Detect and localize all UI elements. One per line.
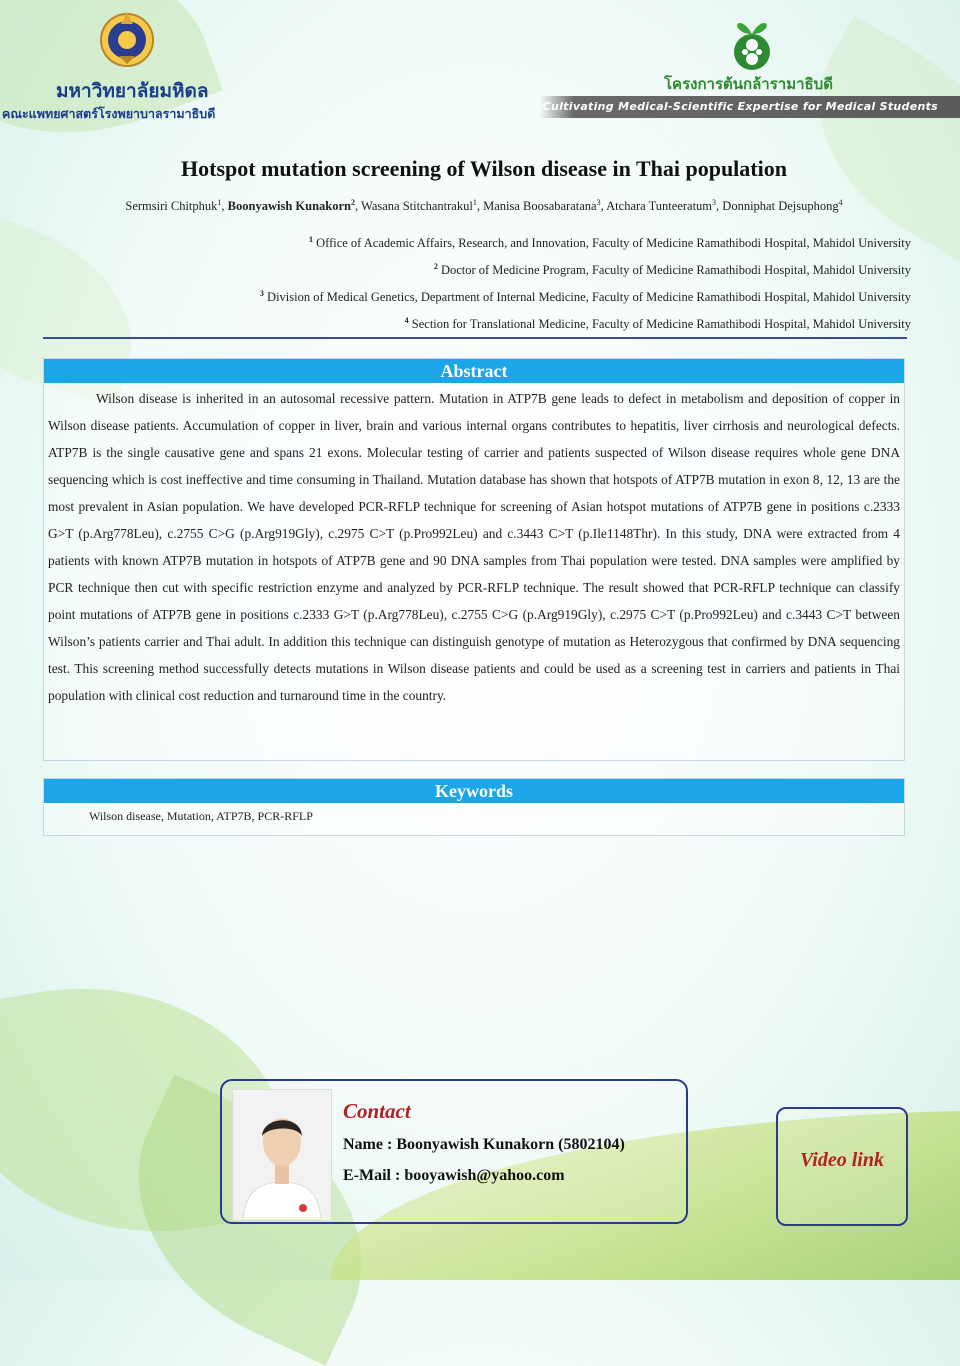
author-affiliation-mark: 3 [596, 198, 601, 207]
author-name: Sermsiri Chitphuk [125, 199, 218, 214]
affiliation-text: Office of Academic Affairs, Research, and Innovation, Faculty of Medicine Ramathibodi Hospital, Mahidol University [312, 236, 911, 251]
contact-email [343, 1167, 565, 1185]
keywords-heading: Keywords [44, 779, 904, 803]
tagline-banner: Cultivating Medical-Scientific Expertise for Medical Students [540, 96, 960, 118]
affiliation-line [260, 228, 911, 255]
author-affiliation-mark: 2 [350, 198, 355, 207]
project-name: โครงการต้นกล้ารามาธิบดี [664, 75, 833, 93]
author-name: Atchara Tunteeratum [606, 199, 713, 214]
portrait-photo [232, 1089, 332, 1221]
affiliation-number: 2 [433, 262, 438, 272]
author-affiliation-mark: 3 [712, 198, 717, 207]
affiliation-number: 3 [259, 289, 264, 299]
name-value: Boonyawish Kunakorn (5802104) [396, 1136, 625, 1153]
author-name: Wasana Stitchantrakul [361, 199, 473, 214]
name-label: Name : [343, 1136, 397, 1153]
email-value[interactable]: booyawish@yahoo.com [404, 1167, 565, 1184]
author-affiliation-mark: 4 [838, 198, 843, 207]
affiliation-number: 1 [308, 235, 313, 244]
author-affiliation-mark: 1 [472, 198, 477, 207]
contact-name [343, 1136, 625, 1154]
affiliation-text: Division of Medical Genetics, Department of Internal Medicine, Faculty of Medicine Ramathibodi Hospital, Mahidol University [263, 290, 911, 305]
author-name: Boonyawish Kunakorn [227, 199, 351, 214]
background-leaf [775, 16, 960, 265]
author-name: Donniphat Dejsuphong [722, 199, 839, 214]
university-name: มหาวิทยาลัยมหิดล [56, 80, 209, 102]
keywords-text: Wilson disease, Mutation, ATP7B, PCR-RFLP [89, 809, 313, 823]
abstract-heading: Abstract [44, 359, 904, 383]
abstract-text: Wilson disease is inherited in an autosomal recessive pattern. Mutation in ATP7B gene leads to defect in metabolism and deposition of copper in Wilson disease patients. Accumulation of copper in liver, brain and various internal organs contributes to hepatitis, liver cirrhosis and neurological defects. ATP7B is the single causative gene and spans 21 exons. Molecular testing of carrier and patients suspected of Wilson disease requires whole gene DNA sequencing which is cost ineffective and time consuming in Thailand. Mutation database has shown that hotspots of ATP7B mutation in exon 8, 12, 13 are the most prevalent in Asian population. We have developed PCR-RFLP technique for screening of Asian hotspot mutations of ATP7B gene in positions c.2333 G>T (p.Arg778Leu), c.2755 C>G (p.Arg919Gly), c.2975 C>T (p.Pro992Leu) and c.3443 C>T (p.Ile1148Thr). In this study, DNA were extracted from 4 patients with known ATP7B mutation in hotspots of ATP7B gene and 90 DNA samples from Thai population were tested. DNA samples were amplified by PCR technique then cut with specific restriction enzyme and analyzed by PCR-RFLP technique. The result showed that PCR-RFLP technique can classify point mutations of ATP7B gene in positions c.2333 G>T (p.Arg778Leu), c.2755 C>G (p.Arg919Gly), c.2975 C>T (p.Pro992Leu) and c.3443 C>T between Wilson’s patients carrier and Thai adult. In addition this technique can distinguish genotype of mutation as Heterozygous that confirmed by DNA sequencing test. This screening method successfully detects mutations in Wilson disease patients and could be used as a screening test in carriers and patients in Thai population with clinical cost reduction and turnaround time in the country. [48, 391, 900, 703]
affiliation-line [260, 282, 911, 309]
author-affiliation-mark: 1 [217, 198, 222, 207]
affiliation-line [260, 255, 911, 282]
affiliation-line [260, 309, 911, 336]
university-seal-icon [95, 6, 159, 70]
author-name: Manisa Boosabaratana [483, 199, 597, 214]
divider [43, 337, 907, 339]
keywords-section [43, 778, 905, 836]
video-link[interactable]: Video link [800, 1149, 884, 1171]
affiliation-number: 4 [404, 316, 409, 326]
email-label: E-Mail : [343, 1167, 405, 1184]
affiliation-list [260, 228, 911, 337]
paper-title: Hotspot mutation screening of Wilson disease in Thai population [181, 156, 787, 181]
abstract-section [43, 358, 905, 761]
affiliation-text: Doctor of Medicine Program, Faculty of Medicine Ramathibodi Hospital, Mahidol University [437, 263, 911, 278]
seedling-logo-icon [722, 14, 782, 74]
faculty-name: คณะแพทยศาสตร์โรงพยาบาลรามาธิบดี [2, 106, 216, 121]
video-link-box[interactable] [776, 1107, 908, 1226]
affiliation-text: Section for Translational Medicine, Faculty of Medicine Ramathibodi Hospital, Mahidol University [408, 317, 911, 332]
author-list: Sermsiri Chitphuk$^1$, Boonyawish Kunakorn$^2$, Wasana Stitchantrakul$^1$, Manisa Boosabaratana$^3$, Atchara Tunteeratum$^3$, Donniphat Dejsuphong$^4$ [125, 198, 843, 214]
contact-card [220, 1079, 688, 1224]
contact-title: Contact [343, 1099, 411, 1123]
